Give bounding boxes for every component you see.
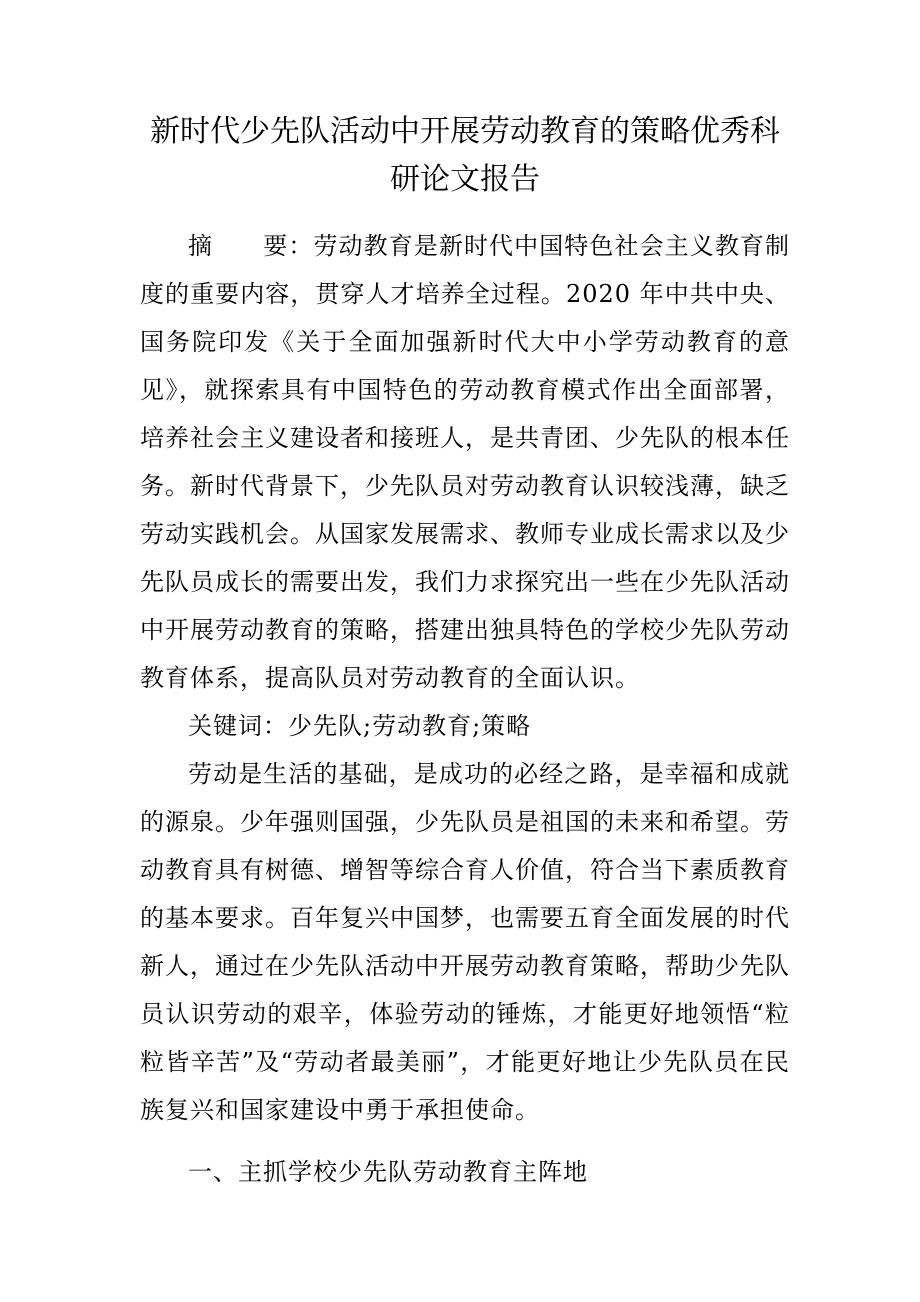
body-paragraph: 劳动是生活的基础，是成功的必经之路，是幸福和成就的源泉。少年强则国强，少先队员是祖国的未来和希望。劳动教育具有树德、增智等综合育人价值，符合当下素质教育的基本要求。百年复兴中国梦，也需要五育全面发展的时代新人，通过在少先队活动中开展劳动教育策略，帮助少先队员认识劳动的艰辛，体验劳动的锤炼，才能更好地领悟“粒粒皆辛苦”及“劳动者最美丽”，才能更好地让少先队员在民族复兴和国家建设中勇于承担使命。 [140, 760, 790, 1124]
abstract-text: 劳动教育是新时代中国特色社会主义教育制度的重要内容，贯穿人才培养全过程。2020 年中共中央、国务院印发《关于全面加强新时代大中小学劳动教育的意见》，就探索具有中国特色的劳动教育模式作出全面部署，培养社会主义建设者和接班人，是共青团、少先队的根本任务。新时代背景下，少先队员对劳动教育认识较浅薄，缺乏劳动实践机会。从国家发展需求、教师专业成长需求以及少先队员成长的需要出发，我们力求探究出一些在少先队活动中开展劳动教育的策略，搭建出独具特色的学校少先队劳动教育体系，提高队员对劳动教育的全面认识。 [140, 232, 791, 692]
abstract-label: 摘 要： [188, 232, 314, 260]
document-title: 新时代少先队活动中开展劳动教育的策略优秀科研论文报告 [150, 114, 780, 197]
keywords-label: 关键词： [188, 712, 288, 740]
keywords-paragraph [140, 702, 790, 750]
keywords-text: 少先队;劳动教育;策略 [288, 712, 532, 740]
abstract-paragraph [140, 222, 790, 702]
section-heading: 一、主抓学校少先队劳动教育主阵地 [188, 1158, 588, 1186]
